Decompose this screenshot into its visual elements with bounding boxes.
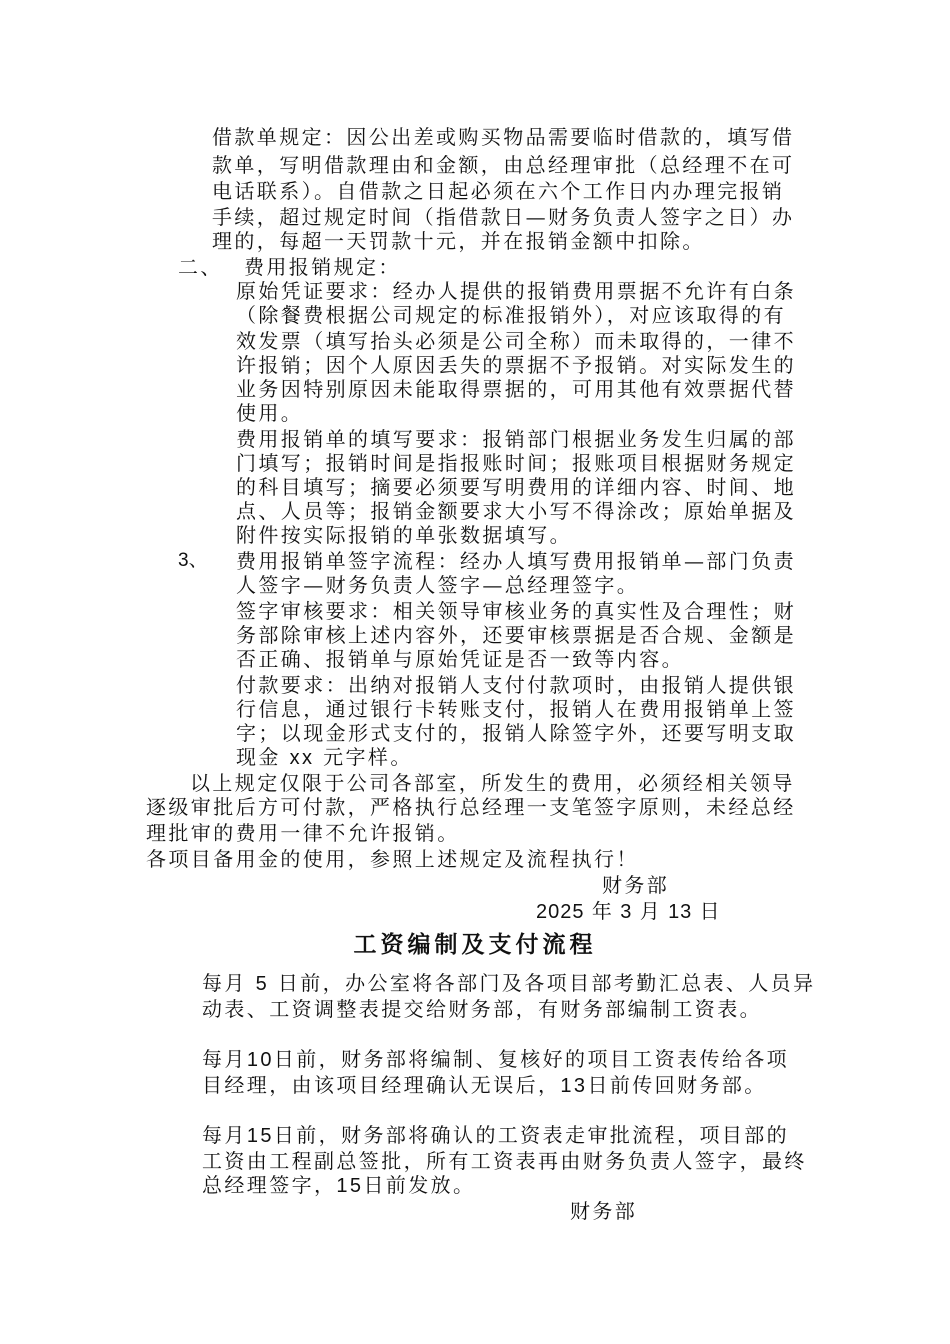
salary-section-title: 工资编制及支付流程 — [353, 931, 597, 958]
salary-text: 总经理签字， — [202, 1173, 337, 1197]
closing-line: 逐级审批后方可付款，严格执行总经理一支笔签字原则，未经总经 — [146, 795, 796, 819]
salary-day-number: 10 — [246, 1049, 274, 1071]
sign-review-line: 务部除审核上述内容外，还要审核票据是否合规、金额是 — [236, 623, 796, 647]
form-fill-line: 门填写；报销时间是指报账时间；报账项目根据财务规定 — [236, 451, 796, 475]
section-marker-3: 3、 — [178, 550, 208, 571]
payment-line: 字；以现金形式支付的，报销人除签字外，还要写明支取 — [236, 721, 796, 745]
sign-flow-line: 费用报销单签字流程：经办人填写费用报销单—部门负责 — [236, 549, 796, 573]
voucher-line: 效发票（填写抬头必须是公司全称）而未取得的，一律不 — [236, 329, 796, 353]
closing-line: 以上规定仅限于公司各部室，所发生的费用，必须经相关领导 — [190, 771, 795, 795]
date-day: 13 — [668, 901, 693, 923]
salary-text: 日前，财务部将确认的工资表走审批流程，项目部的 — [273, 1123, 790, 1147]
voucher-line: 使用。 — [236, 401, 304, 425]
salary-step-line — [202, 1172, 475, 1199]
sign-review-line: 签字审核要求：相关领导审核业务的真实性及合理性；财 — [236, 599, 796, 623]
salary-text: 日前，办公室将各部门及各项目部考勤汇总表、人员异 — [277, 971, 816, 995]
salary-step-line — [202, 1046, 789, 1073]
loan-rules-line: 理的，每超一天罚款十元，并在报销金额中扣除。 — [212, 229, 705, 253]
salary-step-line: 工资由工程副总签批，所有工资表再由财务负责人签字，最终 — [202, 1149, 807, 1173]
payment-line — [236, 744, 413, 771]
loan-rules-line: 电话联系）。自借款之日起必须在六个工作日内办理完报销 — [212, 179, 785, 203]
loan-rules-line: 借款单规定：因公出差或购买物品需要临时借款的，填写借 — [212, 125, 795, 149]
voucher-line: 原始凭证要求：经办人提供的报销费用票据不允许有白条 — [236, 279, 796, 303]
payment-line: 付款要求：出纳对报销人支付付款项时，由报销人提供银 — [236, 673, 796, 697]
date-year: 2025 — [536, 901, 585, 923]
section-marker-2: 二、 — [178, 255, 223, 279]
form-fill-line: 的科目填写；摘要必须要写明费用的详细内容、时间、地 — [236, 475, 796, 499]
document-date — [536, 898, 721, 925]
salary-text: 日前传回财务部。 — [587, 1073, 767, 1097]
form-fill-line: 附件按实际报销的单张数据填写。 — [236, 523, 572, 547]
salary-text: 每月 — [202, 1123, 247, 1147]
expense-rules-heading: 费用报销规定： — [244, 255, 401, 279]
date-month: 3 — [620, 901, 633, 923]
date-unit: 月 — [639, 899, 661, 923]
salary-day-number: 15 — [336, 1175, 364, 1197]
date-unit: 年 — [591, 899, 613, 923]
salary-text: 每月 — [202, 1047, 247, 1071]
salary-day-number: 13 — [560, 1075, 588, 1097]
salary-text: 日前发放。 — [363, 1173, 476, 1197]
payment-amount-placeholder: xx — [289, 747, 315, 769]
department-signature: 财务部 — [602, 873, 670, 897]
salary-step-line — [202, 970, 815, 997]
voucher-line: 许报销；因个人原因丢失的票据不予报销。对实际发生的 — [236, 353, 796, 377]
closing-line: 各项目备用金的使用，参照上述规定及流程执行！ — [146, 847, 639, 871]
salary-day-number: 5 — [255, 973, 270, 995]
date-unit: 日 — [699, 899, 721, 923]
salary-step-line: 动表、工资调整表提交给财务部，有财务部编制工资表。 — [202, 997, 762, 1021]
salary-text: 日前，财务部将编制、复核好的项目工资表传给各项 — [273, 1047, 790, 1071]
loan-rules-line: 手续，超过规定时间（指借款日—财务负责人签字之日）办 — [212, 205, 795, 229]
voucher-line: 业务因特别原因未能取得票据的，可用其他有效票据代替 — [236, 377, 796, 401]
salary-step-line — [202, 1122, 789, 1149]
form-fill-line: 点、人员等；报销金额要求大小写不得涂改；原始单据及 — [236, 499, 796, 523]
payment-text: 现金 — [236, 745, 290, 769]
salary-text: 目经理，由该项目经理确认无误后， — [202, 1073, 561, 1097]
payment-text: 元字样。 — [314, 745, 413, 769]
voucher-line: （除餐费根据公司规定的标准报销外），对应该取得的有 — [236, 303, 786, 327]
payment-line: 行信息，通过银行卡转账支付，报销人在费用报销单上签 — [236, 697, 796, 721]
salary-text: 每月 — [202, 971, 247, 995]
closing-line: 理批审的费用一律不允许报销。 — [146, 821, 460, 845]
sign-review-line: 否正确、报销单与原始凭证是否一致等内容。 — [236, 647, 684, 671]
salary-department-signature: 财务部 — [570, 1199, 638, 1223]
salary-day-number: 15 — [246, 1125, 274, 1147]
loan-rules-line: 款单，写明借款理由和金额，由总经理审批（总经理不在可 — [212, 153, 795, 177]
salary-step-line — [202, 1072, 767, 1099]
sign-flow-line: 人签字—财务负责人签字—总经理签字。 — [236, 573, 640, 597]
form-fill-line: 费用报销单的填写要求：报销部门根据业务发生归属的部 — [236, 427, 796, 451]
